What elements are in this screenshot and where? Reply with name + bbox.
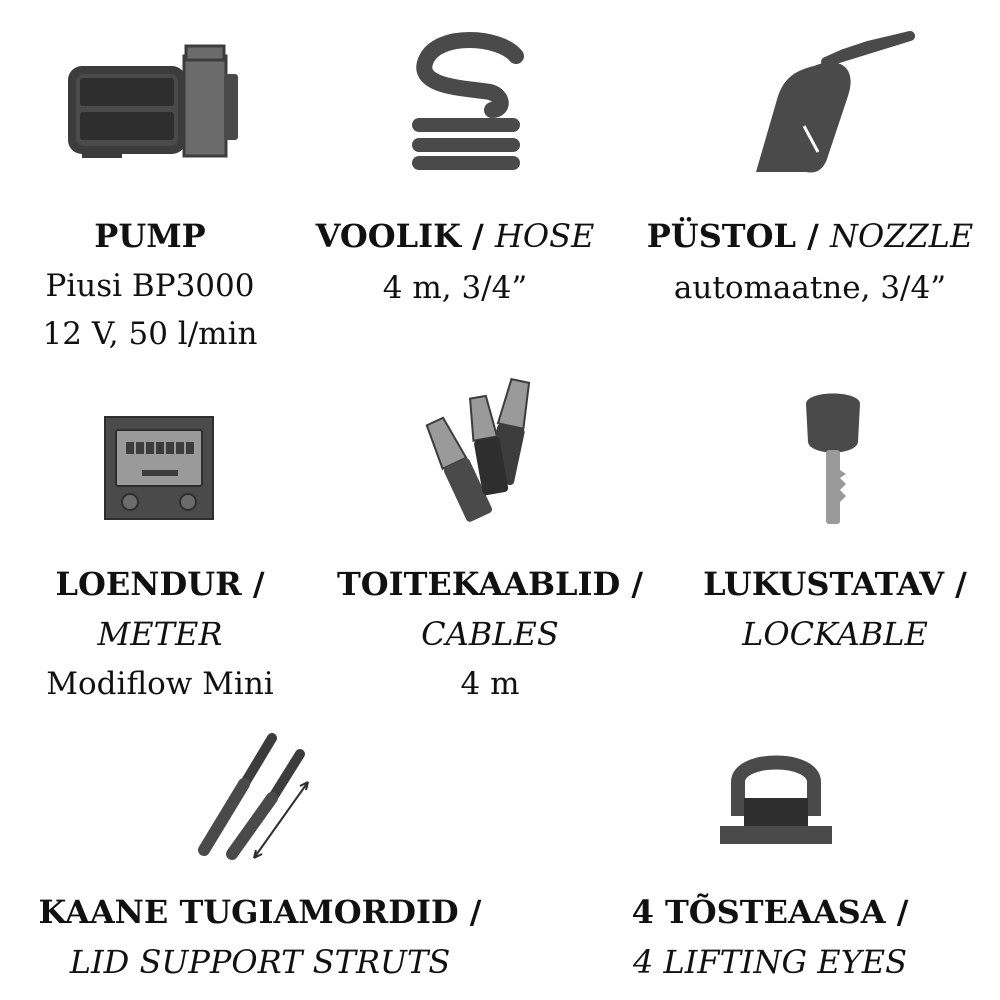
lifting-eye-icon (716, 742, 836, 848)
cables-title: TOITEKAABLID / (336, 565, 644, 603)
key-icon (800, 386, 866, 528)
pump-model: Piusi BP3000 (45, 268, 255, 304)
nozzle-spec: automaatne, 3/4” (673, 270, 947, 306)
lockable-title-en: LOCKABLE (742, 615, 928, 653)
pump-title: PUMP (94, 217, 206, 255)
cables-icon (420, 374, 550, 524)
meter-model: Modiflow Mini (46, 666, 274, 702)
hose-title: VOOLIK / HOSE (315, 217, 595, 255)
struts-title: KAANE TUGIAMORDID / (38, 893, 482, 931)
cables-title-en: CABLES (421, 615, 559, 653)
meter-icon (104, 416, 214, 520)
lifting-title-en: 4 LIFTING EYES (632, 943, 908, 981)
nozzle-icon (748, 26, 916, 176)
nozzle-title: PÜSTOL / NOZZLE (646, 217, 974, 255)
struts-icon (192, 730, 314, 860)
meter-title: LOENDUR / (55, 565, 265, 603)
lifting-title: 4 TÕSTEAASA / (631, 893, 909, 931)
lockable-title: LUKUSTATAV / (703, 565, 967, 603)
meter-title-en: METER (97, 615, 223, 653)
pump-spec: 12 V, 50 l/min (42, 316, 258, 352)
pump-icon (62, 44, 242, 162)
hose-icon (408, 30, 524, 170)
struts-title-en: LID SUPPORT STRUTS (69, 943, 451, 981)
hose-spec: 4 m, 3/4” (382, 270, 528, 306)
cables-spec: 4 m (460, 666, 520, 702)
